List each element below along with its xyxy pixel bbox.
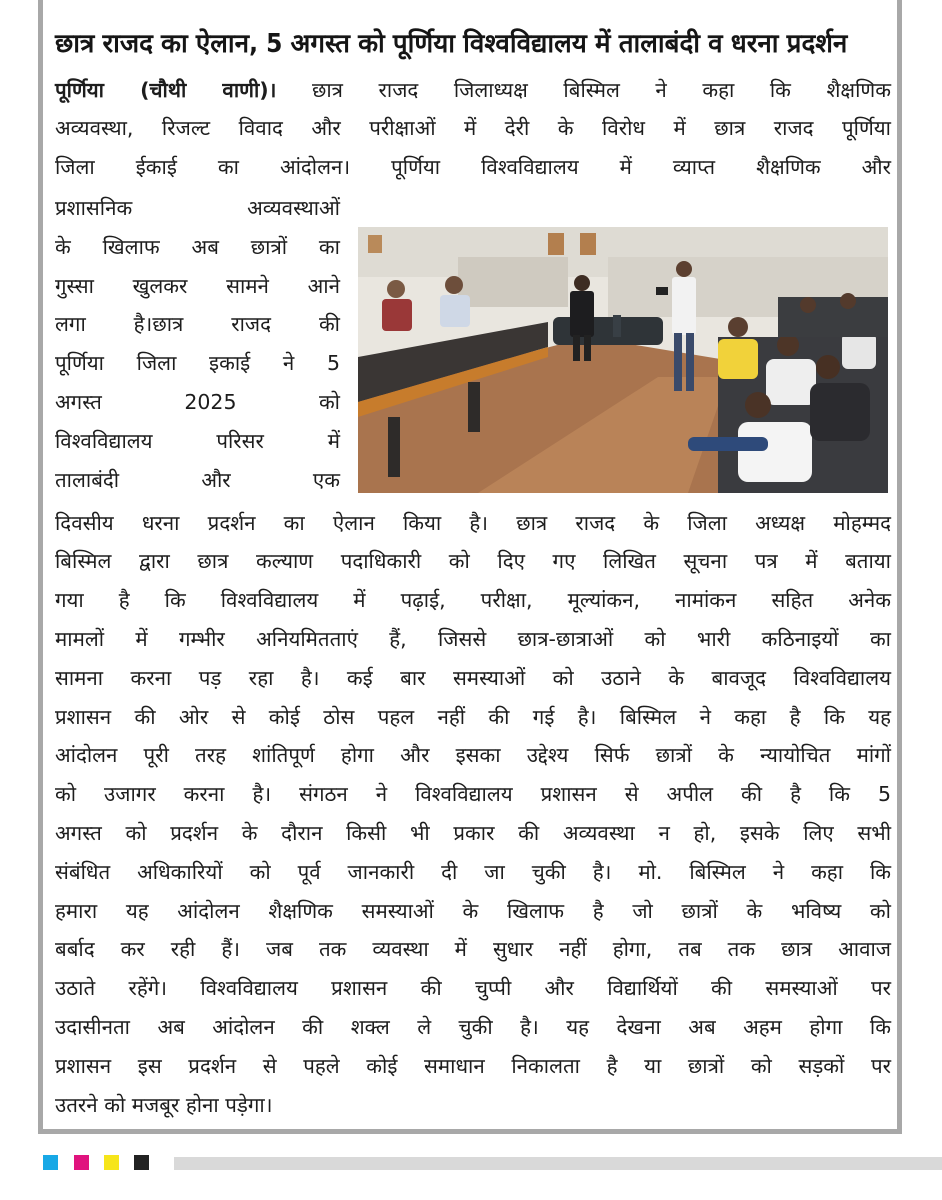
meeting-photo-illustration	[358, 227, 888, 493]
narrow-line: पूर्णिया जिला इकाई ने 5	[55, 351, 340, 376]
body-line: मामलों में गम्भीर अनियमितताएं हैं, जिससे छात्र-छात्राओं को भारी कठिनाइयों का	[55, 627, 891, 651]
print-mark-magenta	[74, 1155, 89, 1170]
narrow-line: प्रशासनिक अव्यवस्थाओं	[55, 196, 340, 220]
narrow-text-column	[55, 189, 340, 499]
body-line: गया है कि विश्वविद्यालय में पढ़ाई, परीक्षा, मूल्यांकन, नामांकन सहित अनेक	[55, 588, 891, 612]
body-line: आंदोलन पूरी तरह शांतिपूर्ण होगा और इसका उद्देश्य सिर्फ छात्रों के न्यायोचित मांगों	[55, 743, 891, 767]
body-line: दिवसीय धरना प्रदर्शन का ऐलान किया है। छात्र राजद के जिला अध्यक्ष मोहम्मद	[55, 511, 891, 535]
print-mark-yellow	[104, 1155, 119, 1170]
intro-line-3: जिला ईकाई का आंदोलन। पूर्णिया विश्वविद्यालय में व्याप्त शैक्षणिक और	[55, 155, 891, 179]
body-line: प्रशासन इस प्रदर्शन से पहले कोई समाधान निकालता है या छात्रों को सड़कों पर	[55, 1054, 891, 1078]
article-headline: छात्र राजद का ऐलान, 5 अगस्त को पूर्णिया विश्वविद्यालय में तालाबंदी व धरना प्रदर्शन	[55, 29, 848, 59]
body-line: बिस्मिल द्वारा छात्र कल्याण पदाधिकारी को दिए गए लिखित सूचना पत्र में बताया	[55, 549, 891, 573]
intro-line-1	[55, 71, 891, 109]
body-line: प्रशासन की ओर से कोई ठोस पहल नहीं की गई है। बिस्मिल ने कहा है कि यह	[55, 705, 891, 729]
print-grey-bar	[174, 1157, 942, 1170]
print-mark-cyan	[43, 1155, 58, 1170]
narrow-line: गुस्सा खुलकर सामने आने	[55, 273, 340, 298]
body-line: को उजागर करना है। संगठन ने विश्वविद्यालय प्रशासन से अपील की है कि 5	[55, 782, 891, 806]
body-line: हमारा यह आंदोलन शैक्षणिक समस्याओं के खिलाफ है जो छात्रों के भविष्य को	[55, 899, 891, 923]
body-line-last: उतरने को मजबूर होना पड़ेगा।	[55, 1093, 273, 1117]
meeting-photo	[358, 227, 888, 493]
narrow-line: विश्वविद्यालय परिसर में	[55, 428, 340, 453]
intro-line-1-text: छात्र राजद जिलाध्यक्ष बिस्मिल ने कहा कि शैक्षणिक	[276, 78, 891, 102]
narrow-line: लगा है।छात्र राजद की	[55, 312, 340, 337]
narrow-line: तालाबंदी और एक	[55, 467, 340, 492]
narrow-line: अगस्त 2025 को	[55, 389, 340, 414]
dateline: पूर्णिया (चौथी वाणी)।	[55, 78, 277, 102]
body-line: सामना करना पड़ रहा है। कई बार समस्याओं को उठाने के बावजूद विश्वविद्यालय	[55, 666, 891, 690]
body-line: उदासीनता अब आंदोलन की शक्ल ले चुकी है। यह देखना अब अहम होगा कि	[55, 1015, 891, 1039]
article-frame	[38, 0, 902, 1134]
body-line: बर्बाद कर रही हैं। जब तक व्यवस्था में सुधार नहीं होगा, तब तक छात्र आवाज	[55, 937, 891, 961]
narrow-line: के खिलाफ अब छात्रों का	[55, 234, 340, 259]
body-line: उठाते रहेंगे। विश्वविद्यालय प्रशासन की चुप्पी और विद्यार्थियों की समस्याओं पर	[55, 976, 891, 1000]
intro-line-2: अव्यवस्था, रिजल्ट विवाद और परीक्षाओं में देरी के विरोध में छात्र राजद पूर्णिया	[55, 116, 891, 140]
print-mark-black	[134, 1155, 149, 1170]
body-line: संबंधित अधिकारियों को पूर्व जानकारी दी जा चुकी है। मो. बिस्मिल ने कहा कि	[55, 860, 891, 884]
body-line: अगस्त को प्रदर्शन के दौरान किसी भी प्रकार की अव्यवस्था न हो, इसके लिए सभी	[55, 821, 891, 845]
